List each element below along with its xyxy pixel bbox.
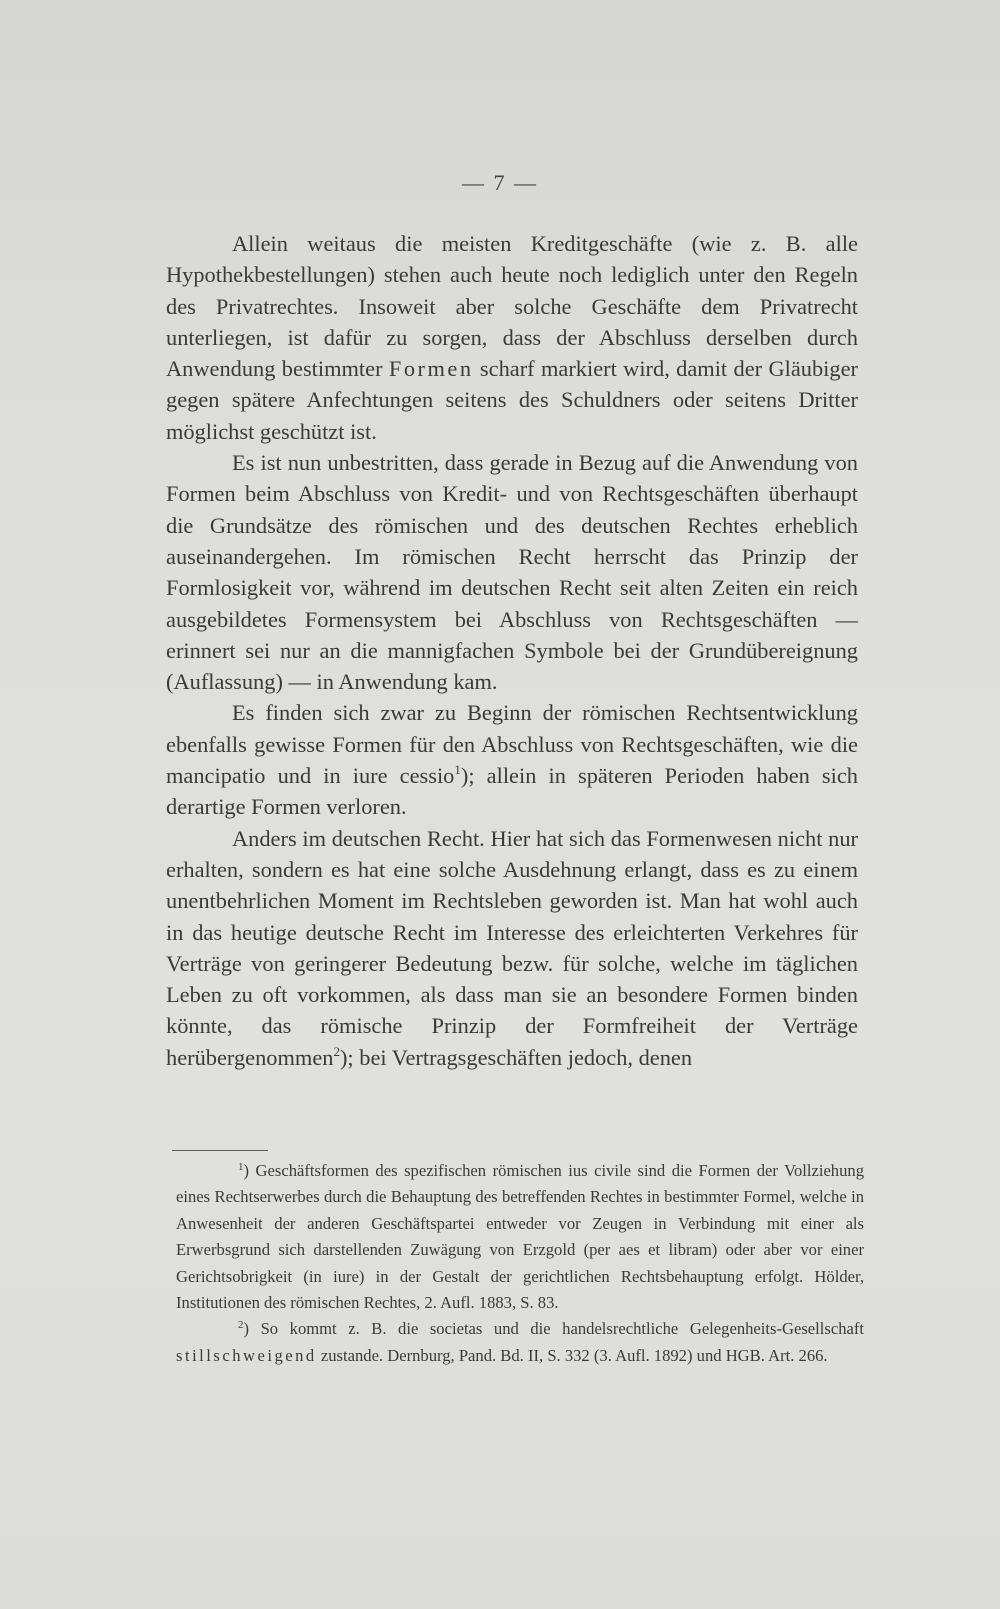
paragraph-text: ); bei Vertragsgeschäften jedoch, denen bbox=[339, 1044, 693, 1070]
footnote-mark: 1 bbox=[238, 1161, 244, 1173]
page-number: — 7 — bbox=[462, 170, 538, 195]
paragraph-text: Es finden sich zwar zu Beginn der römischen Rechtsentwicklung ebenfalls gewisse Formen für den Abschluss von Rechtsgeschäften, wie die mancipatio und in iure cessio bbox=[166, 700, 858, 789]
footnotes bbox=[176, 1158, 864, 1369]
paragraph bbox=[166, 697, 858, 822]
footnote bbox=[176, 1158, 864, 1316]
footnote-reference: 2 bbox=[333, 1043, 340, 1059]
paragraph-text: ); allein in späteren Perioden haben sich derartige Formen verloren. bbox=[166, 763, 858, 820]
footnote-text: zustande. Dernburg, Pand. Bd. II, S. 332 (3. Aufl. 1892) und HGB. Art. 266. bbox=[316, 1345, 828, 1365]
paragraph bbox=[166, 823, 858, 1073]
spaced-emphasis: stillschweigend bbox=[176, 1345, 317, 1365]
footnote-text: ) Geschäftsformen des spezifischen römischen ius civile sind die Formen der Vollziehung eines Rechtserwerbes durch die Behauptung des betreffenden Rechtes in bestimmter Formel, welche in Anwesenheit der anderen Geschäftspartei entweder vor Zeugen in Verbindung mit einer als Erwerbsgrund sich darstellenden Zuwägung von Erzgold (per aes et libram) oder aber vor einer Gerichtsobrigkeit (in iure) in der Gestalt der gerichtlichen Rechtsbehauptung erfolgt. Hölder, Institutionen des römischen Rechtes, 2. Aufl. 1883, S. 83. bbox=[176, 1161, 864, 1313]
footnote-mark: 2 bbox=[238, 1319, 244, 1332]
footnote bbox=[176, 1316, 864, 1369]
paragraph: Es ist nun unbestritten, dass gerade in Bezug auf die Anwendung von Formen beim Abschluss von Kredit- und von Rechtsgeschäften überhaupt die Grundsätze des römischen und des deutschen Rechtes erheblich auseinandergehen. Im römischen Recht herrscht das Prinzip der Formlosigkeit vor, während im deutschen Recht seit alten Zeiten ein reich ausgebildetes Formensystem bei Abschluss von Rechtsgeschäften — erinnert sei nur an die mannigfachen Symbole bei der Grundübereignung (Auflassung) — in Anwendung kam. bbox=[166, 450, 858, 695]
spaced-emphasis: Formen bbox=[388, 356, 474, 382]
footnote-reference: 1 bbox=[454, 762, 461, 778]
paragraph-text: scharf markiert wird, damit der Gläubiger gegen spätere Anfechtungen seitens des Schuldners oder seitens Dritter möglichst geschützt ist. bbox=[166, 356, 858, 444]
paragraph bbox=[166, 228, 858, 447]
paragraph-text: Anders im deutschen Recht. Hier hat sich das Formenwesen nicht nur erhalten, sondern es hat eine solche Ausdehnung erlangt, dass es zu einem unentbehrlichen Moment im Rechtsleben geworden ist. Man hat wohl auch in das heutige deutsche Recht im Interesse des erleichterten Verkehres für Verträge von geringerer Bedeutung bezw. für solche, welche im täglichen Leben zu oft vorkommen, als dass man sie an besondere Formen binden könnte, das römische Prinzip der Formfreiheit der Verträge herübergenommen bbox=[166, 825, 858, 1070]
paragraph-text: Allein weitaus die meisten Kreditgeschäfte (wie z. B. alle Hypothekbestellungen) stehen auch heute noch lediglich unter den Regeln des Privatrechtes. Insoweit aber solche Geschäfte dem Privatrecht unterliegen, ist dafür zu sorgen, dass der Abschluss derselben durch Anwendung bestimmter bbox=[166, 231, 858, 382]
footnote-text: ) So kommt z. B. die societas und die handelsrechtliche Gelegenheits-Gesellschaft bbox=[243, 1319, 864, 1339]
footnote-separator bbox=[172, 1150, 268, 1151]
main-text bbox=[166, 228, 858, 1073]
